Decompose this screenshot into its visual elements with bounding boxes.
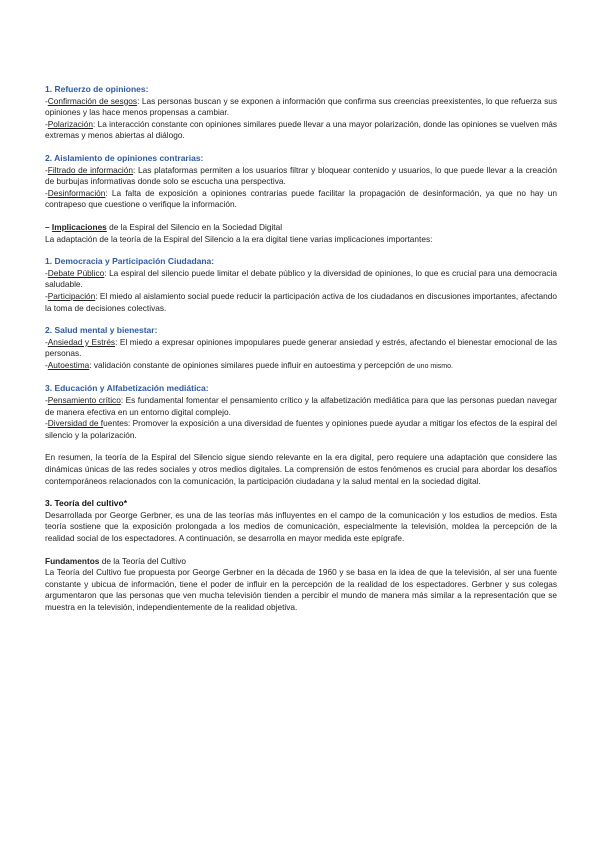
- section-heading: 2. Aislamiento de opiniones contrarias:: [45, 152, 204, 163]
- item-text: : El miedo al aislamiento social puede reducir la participación activa de los ciudadanos en discusiones importantes, afectando la toma de decisiones colectivas.: [45, 290, 557, 313]
- list-item: -Participación: El miedo al aislamiento social puede reducir la participación activa de los ciudadanos en discusiones importantes, afectando la toma de decisiones colectivas.: [45, 290, 557, 313]
- implications-block: [45, 222, 557, 245]
- list-item: -Polarización: La interacción constante con opiniones similares puede llevar a una mayor polarización, donde las opiniones se vuelven más extremas y menos abiertas al diálogo.: [45, 118, 557, 141]
- list-item: -Diversidad de fuentes: Promover la exposición a una diversidad de fuentes y opiniones puede ayudar a mitigar los efectos de la espiral del silencio y la polarización.: [45, 418, 558, 440]
- list-item: -Confirmación de sesgos: Las personas buscan y se exponen a información que confirma sus creencias preexistentes, lo que refuerza sus opiniones y las hace menos propensas a cambiar.: [45, 95, 557, 118]
- item-text: : Es fundamental fomentar el pensamiento crítico y la alfabetización mediática para que las personas puedan navegar de manera efectiva en un entorno digital complejo.: [45, 395, 557, 417]
- fundamentos-title: [45, 556, 557, 568]
- item-text: : Las plataformas permiten a los usuarios filtrar y bloquear contenido y usuarios, lo que puede llevar a la creación de burbujas informativas donde solo se escucha una perspectiva.: [45, 164, 557, 187]
- item-text: : El miedo a expresar opiniones impopulares puede generar ansiedad y estrés, afectando el bienestar emocional de las personas.: [45, 336, 557, 359]
- list-item: -Autoestima: validación constante de opiniones similares puede influir en autoestima y percepción de uno mismo.: [45, 359, 453, 370]
- item-text: : La falta de exposición a opiniones contrarias puede facilitar la propagación de desinformación, ya que no hay un contrapeso que cuestione o verifique la información.: [45, 187, 557, 210]
- item-text: : validación constante de opiniones similares puede influir en autoestima y percepción: [89, 359, 408, 370]
- item-text: : La interacción constante con opiniones similares puede llevar a una mayor polarización, donde las opiniones se vuelven más extremas y menos abiertas al diálogo.: [45, 118, 557, 141]
- section-cultivo: [45, 498, 557, 544]
- item-term: Pensamiento crítico: [47, 395, 121, 406]
- section-educacion: [45, 383, 557, 441]
- section-heading: 3. Teoría del cultivo*: [45, 498, 128, 509]
- fundamentos-paragraph: La Teoría del Cultivo fue propuesta por George Gerbner en la década de 1960 y se basa en la idea de que la televisión, al ser una fuente constante y ubicua de información, tiene el poder de influir en la percepción de la realidad de los espectadores. Gerbner y sus colegas argumentaron que las personas que ven mucha televisión tienden a percibir el mundo de manera más similar a la representación que se muestra en la televisión, independientemente de la realidad objetiva.: [45, 567, 557, 612]
- item-term: Debate Público: [47, 267, 105, 278]
- implications-title: [45, 222, 557, 234]
- dash: –: [45, 221, 52, 232]
- implications-title-rest: de la Espiral del Silencio en la Sociedad Digital: [106, 221, 283, 232]
- item-term: Participación: [47, 290, 96, 301]
- list-item: -Filtrado de información: Las plataformas permiten a los usuarios filtrar y bloquear contenido y usuarios, lo que puede llevar a la creación de burbujas informativas donde solo se escucha una perspectiva.: [45, 164, 557, 187]
- section-democracia: [45, 256, 557, 314]
- item-term: Filtrado de información: [47, 164, 133, 175]
- list-item: -Desinformación: La falta de exposición a opiniones contrarias puede facilitar la propagación de desinformación, ya que no hay un contrapeso que cuestione o verifique la información.: [45, 187, 557, 210]
- section-heading: 1. Democracia y Participación Ciudadana:: [45, 256, 215, 267]
- implications-intro: La adaptación de la teoría de la Espiral del Silencio a la era digital tiene varias implicaciones importantes:: [45, 233, 433, 244]
- item-term: Diversidad de f: [47, 418, 104, 429]
- section-heading: 1. Refuerzo de opiniones:: [45, 84, 149, 94]
- item-text: uentes: Promover la exposición a una diversidad de fuentes y opiniones puede ayudar a mitigar los efectos de la espiral del silencio y la polarización.: [45, 418, 558, 440]
- section-salud: [45, 325, 557, 372]
- item-text: : La espiral del silencio puede limitar el debate público y la diversidad de opiniones, lo que es crucial para una democracia saludable.: [45, 267, 557, 290]
- list-item: -Ansiedad y Estrés: El miedo a expresar opiniones impopulares puede generar ansiedad y estrés, afectando el bienestar emocional de las personas.: [45, 336, 557, 359]
- item-term: Ansiedad y Estrés: [47, 336, 116, 347]
- item-term: Autoestima: [47, 359, 90, 370]
- item-term: Desinformación: [47, 187, 106, 198]
- fundamentos-term: Fundamentos: [45, 555, 100, 566]
- list-item: -Debate Público: La espiral del silencio puede limitar el debate público y la diversidad de opiniones, lo que es crucial para una democracia saludable.: [45, 267, 557, 290]
- fundamentos-title-rest: de la Teoría del Cultivo: [99, 555, 186, 566]
- implications-term: Implicaciones: [51, 221, 107, 232]
- document-page: [45, 84, 557, 614]
- list-item: -Pensamiento crítico: Es fundamental fomentar el pensamiento crítico y la alfabetización mediática para que las personas puedan navegar de manera efectiva en un entorno digital complejo.: [45, 395, 557, 417]
- item-text: : Las personas buscan y se exponen a información que confirma sus creencias preexistentes, lo que refuerza sus opiniones y las hace menos propensas a cambiar.: [45, 95, 557, 118]
- item-term: Polarización: [47, 118, 93, 129]
- section-refuerzo: [45, 84, 557, 142]
- item-term: Confirmación de sesgos: [47, 95, 138, 106]
- summary-paragraph: En resumen, la teoría de la Espiral del Silencio sigue siendo relevante en la era digital, pero requiere una adaptación que considere las dinámicas únicas de las redes sociales y otros medios digitales. La comprensión de estos fenómenos es crucial para abordar los desafíos contemporáneos relacionados con la comunicación, la participación ciudadana y la salud mental en la sociedad digital.: [45, 452, 557, 486]
- section-heading: 2. Salud mental y bienestar:: [45, 325, 158, 336]
- section-fundamentos: [45, 556, 557, 614]
- cultivo-paragraph: Desarrollada por George Gerbner, es una de las teorías más influyentes en el campo de la comunicación y los estudios de medios. Esta teoría sostiene que la exposición prolongada a los medios de comunicación, especialmente la televisión, moldea la percepción de la realidad social de los espectadores. A continuación, se desarrolla en mayor medida este epígrafe.: [45, 509, 557, 543]
- section-aislamiento: [45, 153, 557, 211]
- section-heading: 3. Educación y Alfabetización mediática:: [45, 383, 209, 394]
- item-text-small: de uno mismo.: [407, 362, 453, 370]
